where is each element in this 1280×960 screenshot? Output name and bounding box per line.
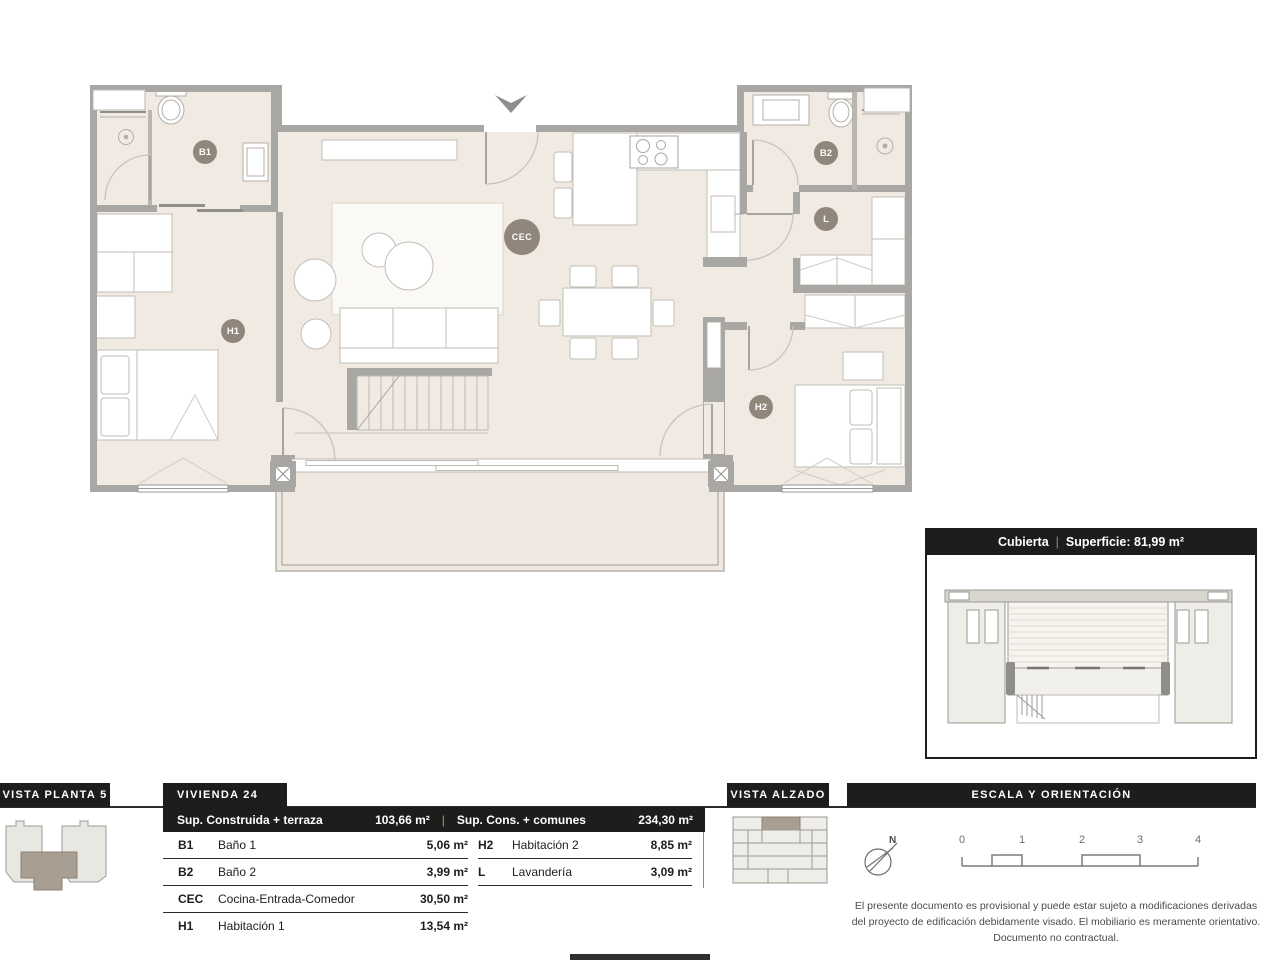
cubierta-divider: | <box>1055 534 1059 549</box>
table-row: H2 Habitación 2 8,85 m² <box>478 832 692 859</box>
room-label-h2: H2 <box>749 395 773 419</box>
room-label-b2: B2 <box>814 141 838 165</box>
cubierta-roof-plan <box>945 590 1232 723</box>
terrace-sliding-door <box>292 459 710 472</box>
scale-bar <box>962 855 1198 866</box>
table-row: CEC Cocina-Entrada-Comedor 30,50 m² <box>163 886 468 913</box>
disclaimer-text <box>830 898 1280 946</box>
table-row: L Lavandería 3,09 m² <box>478 859 692 886</box>
scale-tick: 1 <box>1018 834 1026 846</box>
table-row: H1 Habitación 1 13,54 m² <box>178 919 468 933</box>
scale-tick: 2 <box>1078 834 1086 846</box>
vista-alzado-elevation <box>733 817 827 883</box>
summary-right-label: Sup. Cons. + comunes <box>456 812 586 827</box>
floor-fills <box>97 92 905 571</box>
vivienda-table-right <box>478 832 692 886</box>
summary-left-value: 103,66 m² <box>375 812 430 827</box>
cubierta-title: Cubierta <box>997 534 1049 549</box>
summary-divider: | <box>441 812 445 827</box>
room-label-h1: H1 <box>221 319 245 343</box>
summary-left-label: Sup. Construida + terraza <box>177 812 323 827</box>
banner-vista-alzado: VISTA ALZADO <box>727 783 829 807</box>
entrance-arrow-icon <box>495 95 527 113</box>
scale-tick: 3 <box>1136 834 1144 846</box>
banner-escala: ESCALA Y ORIENTACIÓN <box>847 783 1256 807</box>
vivienda-table-left <box>163 832 468 939</box>
room-label-laundry: L <box>814 207 838 231</box>
table-row: B2 Baño 2 3,99 m² <box>163 859 468 886</box>
disclaimer-line: del proyecto de edificación debidamente visado. El mobiliario es meramente orientativo. <box>851 916 1261 928</box>
cubierta-area: Superficie: 81,99 m² <box>1065 534 1185 549</box>
scale-tick: 4 <box>1194 834 1202 846</box>
vivienda-summary-bar <box>163 807 705 832</box>
room-label-cec: CEC <box>504 219 540 255</box>
room-label-b1: B1 <box>193 140 217 164</box>
bedroom-h2-furniture <box>795 295 905 485</box>
disclaimer-line: El presente documento es provisional y puede estar sujeto a modificaciones derivadas <box>854 900 1258 912</box>
summary-right-value: 234,30 m² <box>638 812 693 827</box>
vista-planta-footprint <box>6 821 106 890</box>
cubierta-header <box>925 528 1257 555</box>
table-row: B1 Baño 1 5,06 m² <box>163 832 468 859</box>
banner-vivienda: VIVIENDA 24 <box>163 783 287 807</box>
scale-tick: 0 <box>958 834 966 846</box>
disclaimer-line: Documento no contractual. <box>993 932 1119 944</box>
compass-icon <box>865 843 897 875</box>
north-label: N <box>889 835 897 846</box>
banner-vista-planta: VISTA PLANTA 5 <box>0 783 110 807</box>
